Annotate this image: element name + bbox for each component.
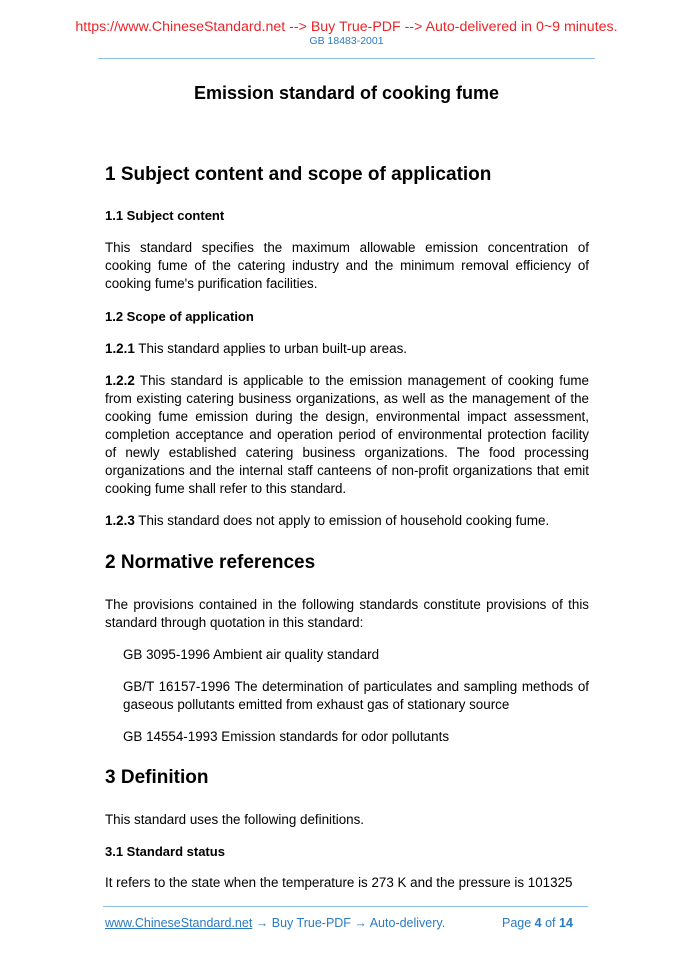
section-3-intro: This standard uses the following definitions. xyxy=(105,812,365,827)
document-title: Emission standard of cooking fume xyxy=(193,83,500,103)
page-of-label: of xyxy=(541,916,559,930)
footer-promo xyxy=(105,916,445,931)
clause-text: This standard is applicable to the emission management of cooking fume from existing catering business organizations, as well as the management of the cooking fume emission during the design, environmental impact assessment, completion acceptance and operation period of environmental protection facility of newly established catering business organizations. The food processing organizations and the internal staff canteens of non-profit organizations that emit cooking fume shall refer to this standard. xyxy=(105,373,589,496)
subsection-1-2-heading: 1.2 Scope of application xyxy=(105,309,254,324)
clause-1-2-3 xyxy=(105,512,589,530)
section-2-intro: The provisions contained in the following standards constitute provisions of this standard through quotation in this standard: xyxy=(105,597,589,630)
footer-promo-text: → Buy True-PDF → Auto-delivery. xyxy=(252,916,446,930)
clause-text: This standard applies to urban built-up areas. xyxy=(134,341,407,356)
section-2-heading: 2 Normative references xyxy=(105,552,316,573)
clause-text: This standard does not apply to emission of household cooking fume. xyxy=(134,513,550,528)
current-page: 4 xyxy=(534,916,542,930)
subsection-1-1-text: This standard specifies the maximum allowable emission concentration of cooking fume of the catering industry and the minimum removal efficiency of cooking fume's purification facilities. xyxy=(105,240,589,291)
clause-number: 1.2.1 xyxy=(105,341,135,356)
reference-item: GB 14554-1993 Emission standards for odor pollutants xyxy=(123,729,450,744)
clause-number: 1.2.2 xyxy=(105,373,135,388)
reference-item: GB 3095-1996 Ambient air quality standard xyxy=(123,647,380,662)
reference-item: GB/T 16157-1996 The determination of particulates and sampling methods of gaseous pollutants emitted from exhaust gas of stationary source xyxy=(123,679,589,712)
subsection-3-1-heading: 3.1 Standard status xyxy=(105,844,225,859)
footer-divider xyxy=(103,906,588,907)
footer-site-link[interactable]: www.ChineseStandard.net xyxy=(105,916,253,930)
section-3-heading: 3 Definition xyxy=(105,767,209,788)
total-pages: 14 xyxy=(559,916,573,930)
clause-number: 1.2.3 xyxy=(105,513,135,528)
subsection-1-1-heading: 1.1 Subject content xyxy=(105,208,225,223)
page-number xyxy=(502,916,573,931)
standard-code: GB 18483-2001 xyxy=(309,35,384,47)
header-divider xyxy=(98,58,595,59)
section-1-heading: 1 Subject content and scope of application xyxy=(105,164,492,185)
promo-banner-link[interactable]: https://www.ChineseStandard.net --> Buy True-PDF --> Auto-delivered in 0~9 minutes. xyxy=(75,19,618,35)
clause-1-2-1 xyxy=(105,340,589,358)
page-label: Page xyxy=(502,916,535,930)
subsection-3-1-text: It refers to the state when the temperature is 273 K and the pressure is 101325 xyxy=(105,875,573,890)
clause-1-2-2 xyxy=(105,372,589,498)
